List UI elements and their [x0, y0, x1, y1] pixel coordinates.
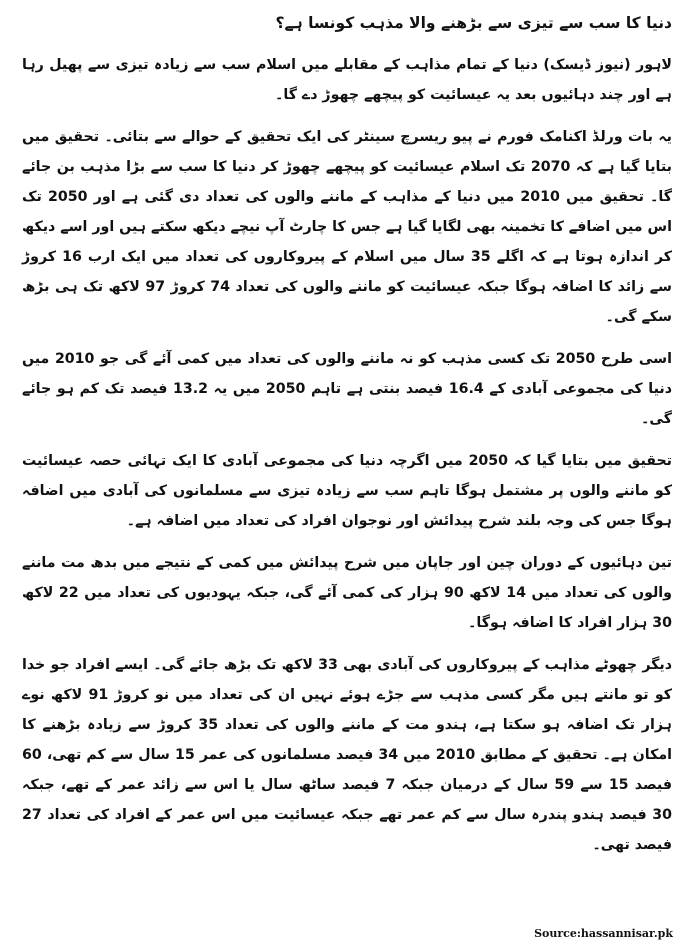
article-paragraph-4: تحقیق میں بتایا گیا کہ 2050 میں اگرچہ دنیا کی مجموعی آبادی کا ایک تہائی حصہ عیسائیت کو ماننے والوں پر مشتمل ہوگا تاہم سب سے زیادہ تیزی سے مسلمانوں کی آبادی میں اضافہ ہوگا جس کی وجہ بلند شرح پیدائش اور نوجوان افراد کی تعداد میں اضافہ ہے۔	[22, 453, 673, 529]
article	[22, 10, 672, 872]
article-paragraph-5: تین دہائیوں کے دوران چین اور جاپان میں شرح پیدائش میں کمی کے نتیجے میں بدھ مت ماننے والوں کی تعداد میں 14 لاکھ 90 ہزار کی کمی آئے گی، جبکہ یہودیوں کی تعداد میں 22 لاکھ 30 ہزار افراد کا اضافہ ہوگا۔	[22, 555, 672, 631]
source-credit: Source:hassannisar.pk	[534, 927, 673, 940]
article-paragraph-6: دیگر چھوٹے مذاہب کے پیروکاروں کی آبادی بھی 33 لاکھ تک بڑھ جائے گی۔ ایسے افراد جو خدا کو تو مانتے ہیں مگر کسی مذہب سے جڑے ہوئے نہیں ان کی تعداد میں نو کروڑ 91 لاکھ نوے ہزار تک اضافہ ہو سکتا ہے، ہندو مت کے ماننے والوں کی تعداد 35 کروڑ سے زیادہ بڑھنے کا امکان ہے۔ تحقیق کے مطابق 2010 میں 34 فیصد مسلمانوں کی عمر 15 سال سے کم تھی، 60 فیصد 15 سے 59 سال کے درمیان جبکہ 7 فیصد ساٹھ سال یا اس سے زائد عمر کے تھے، جبکہ 30 فیصد ہندو پندرہ سال سے کم عمر تھے جبکہ عیسائیت میں اس عمر کے افراد کی تعداد 27 فیصد تھی۔	[22, 657, 673, 853]
article-title: دنیا کا سب سے تیزی سے بڑھنے والا مذہب کونسا ہے؟	[275, 14, 672, 32]
article-paragraph-2: یہ بات ورلڈ اکنامک فورم نے پیو ریسرچ سینٹر کی ایک تحقیق کے حوالے سے بتائی۔ تحقیق میں بتایا گیا ہے کہ 2070 تک اسلام عیسائیت کو پیچھے چھوڑ کر دنیا کا سب سے بڑا مذہب بن جائے گا۔ تحقیق میں 2010 میں دنیا کے مذاہب کے ماننے والوں کی تعداد دی گئی ہے اور 2050 تک اس میں اضافے کا تخمینہ بھی لگایا گیا ہے جس کا چارٹ آپ نیچے دیکھ سکتے ہیں اور اسے دیکھ کر اندازہ ہوتا ہے کہ اگلے 35 سال میں اسلام کے پیروکاروں کی تعداد میں ایک ارب 16 کروڑ سے زائد کا اضافہ ہوگا جبکہ عیسائیت کو ماننے والوں کی تعداد 74 کروڑ 97 لاکھ تک ہی بڑھ سکے گی۔	[22, 129, 672, 325]
article-paragraph-1: لاہور (نیوز ڈیسک) دنیا کے تمام مذاہب کے مقابلے میں اسلام سب سے زیادہ تیزی سے پھیل رہا ہے اور چند دہائیوں بعد یہ عیسائیت کو پیچھے چھوڑ دے گا۔	[22, 57, 672, 103]
article-paragraph-3: اسی طرح 2050 تک کسی مذہب کو نہ ماننے والوں کی تعداد میں کمی آئے گی جو 2010 میں دنیا کی مجموعی آبادی کے 16.4 فیصد بنتی ہے تاہم 2050 میں یہ 13.2 فیصد تک کم ہو جائے گی۔	[22, 351, 672, 427]
